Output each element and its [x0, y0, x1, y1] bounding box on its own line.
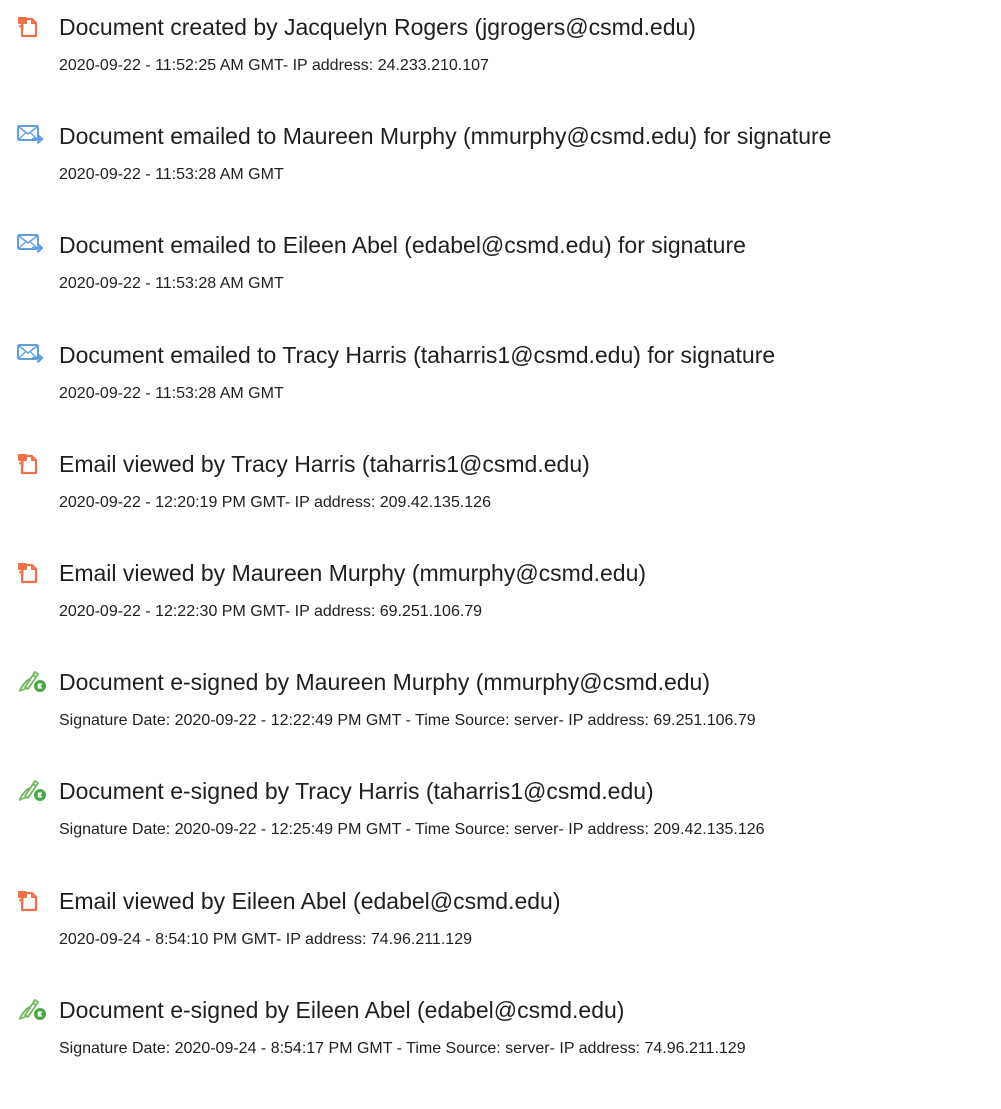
- event-timestamp: 2020-09-22 - 12:20:19 PM GMT- IP address: 209.42.135.126: [59, 494, 491, 511]
- event-timestamp: 2020-09-24 - 8:54:10 PM GMT- IP address: 74.96.211.129: [59, 931, 472, 948]
- audit-event: [0, 668, 1001, 768]
- audit-event: [0, 450, 1001, 550]
- audit-event: [0, 13, 1001, 113]
- event-title: Document emailed to Maureen Murphy (mmurphy@csmd.edu) for signature: [59, 123, 832, 149]
- event-title: Document emailed to Tracy Harris (taharris1@csmd.edu) for signature: [59, 342, 776, 368]
- event-title: Document e-signed by Eileen Abel (edabel@csmd.edu): [59, 997, 625, 1023]
- audit-event: [0, 887, 1001, 987]
- event-timestamp: Signature Date: 2020-09-24 - 8:54:17 PM GMT - Time Source: server- IP address: 74.96.211.129: [59, 1040, 746, 1057]
- audit-event: [0, 231, 1001, 331]
- document-icon: [17, 561, 47, 585]
- event-timestamp: 2020-09-22 - 11:53:28 AM GMT: [59, 275, 284, 292]
- document-icon: [17, 889, 47, 913]
- audit-event: [0, 996, 1001, 1096]
- event-timestamp: Signature Date: 2020-09-22 - 12:22:49 PM GMT - Time Source: server- IP address: 69.251.106.79: [59, 712, 756, 729]
- event-timestamp: Signature Date: 2020-09-22 - 12:25:49 PM GMT - Time Source: server- IP address: 209.42.135.126: [59, 821, 765, 838]
- audit-event: [0, 559, 1001, 659]
- email-icon: [17, 233, 47, 257]
- audit-event: [0, 777, 1001, 877]
- event-title: Email viewed by Eileen Abel (edabel@csmd.edu): [59, 888, 561, 914]
- event-timestamp: 2020-09-22 - 12:22:30 PM GMT- IP address: 69.251.106.79: [59, 603, 483, 620]
- event-title: Document e-signed by Tracy Harris (taharris1@csmd.edu): [59, 778, 654, 804]
- event-title: Email viewed by Tracy Harris (taharris1@csmd.edu): [59, 451, 590, 477]
- esign-icon: [17, 670, 47, 694]
- document-icon: [17, 15, 47, 39]
- esign-icon: [17, 998, 47, 1022]
- audit-event: [0, 122, 1001, 222]
- esign-icon: [17, 779, 47, 803]
- event-title: Document emailed to Eileen Abel (edabel@csmd.edu) for signature: [59, 232, 746, 258]
- audit-event: [0, 341, 1001, 441]
- event-title: Email viewed by Maureen Murphy (mmurphy@csmd.edu): [59, 560, 647, 586]
- event-timestamp: 2020-09-22 - 11:53:28 AM GMT: [59, 166, 284, 183]
- event-title: Document created by Jacquelyn Rogers (jgrogers@csmd.edu): [59, 14, 696, 40]
- document-icon: [17, 452, 47, 476]
- event-title: Document e-signed by Maureen Murphy (mmurphy@csmd.edu): [59, 669, 710, 695]
- event-timestamp: 2020-09-22 - 11:53:28 AM GMT: [59, 385, 284, 402]
- email-icon: [17, 124, 47, 148]
- email-icon: [17, 343, 47, 367]
- event-timestamp: 2020-09-22 - 11:52:25 AM GMT- IP address: 24.233.210.107: [59, 57, 489, 74]
